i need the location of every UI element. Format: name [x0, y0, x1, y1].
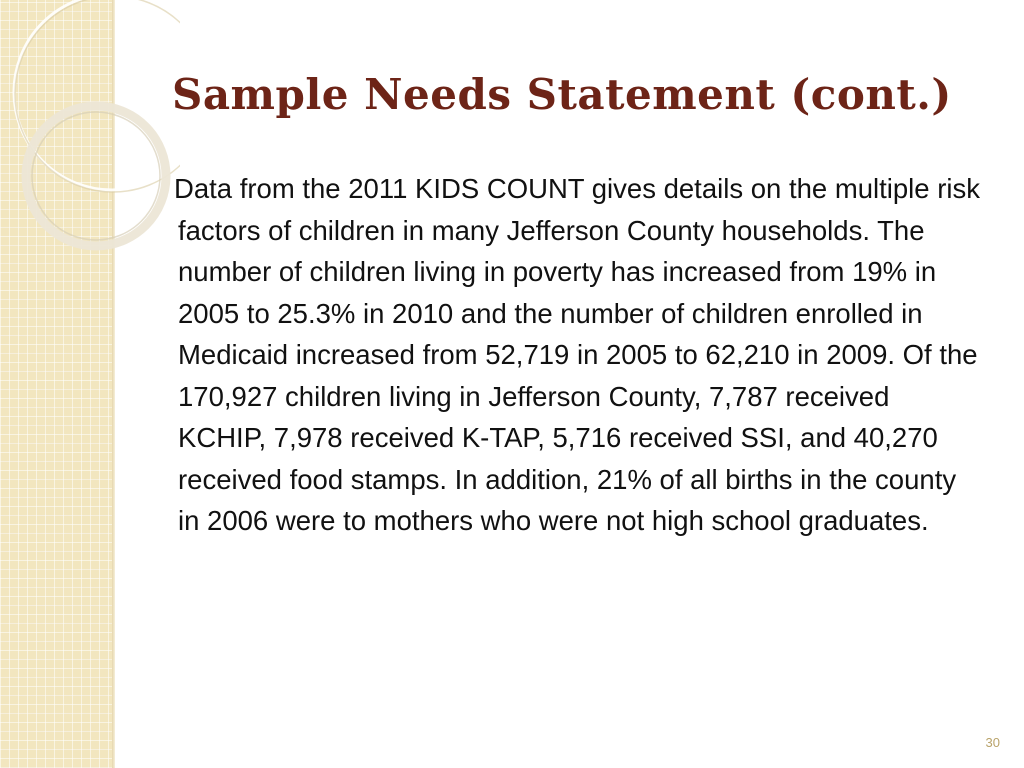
small-ring-inner: [32, 112, 160, 240]
slide-title: Sample Needs Statement (cont.): [172, 70, 952, 119]
circle-ornament: [0, 0, 180, 260]
small-ring: [26, 106, 166, 246]
large-ring-shadow: [15, 0, 180, 192]
needs-statement-paragraph: Data from the 2011 KIDS COUNT gives details on the multiple risk factors of children in many Jefferson County households. The number of children living in poverty has increased from 19% in 2005 to 25.3% in 2010 and the number of children enrolled in Medicaid increased from 52,719 in 2005 to 62,210 in 2009. Of the 170,927 children living in Jefferson County, 7,787 received KCHIP, 7,978 received K-TAP, 5,716 received SSI, and 40,270 received food stamps. In addition, 21% of all births in the county in 2006 were to mothers who were not high school graduates.: [174, 173, 980, 536]
large-ring: [14, 0, 180, 190]
slide-number: 30: [985, 735, 1000, 750]
